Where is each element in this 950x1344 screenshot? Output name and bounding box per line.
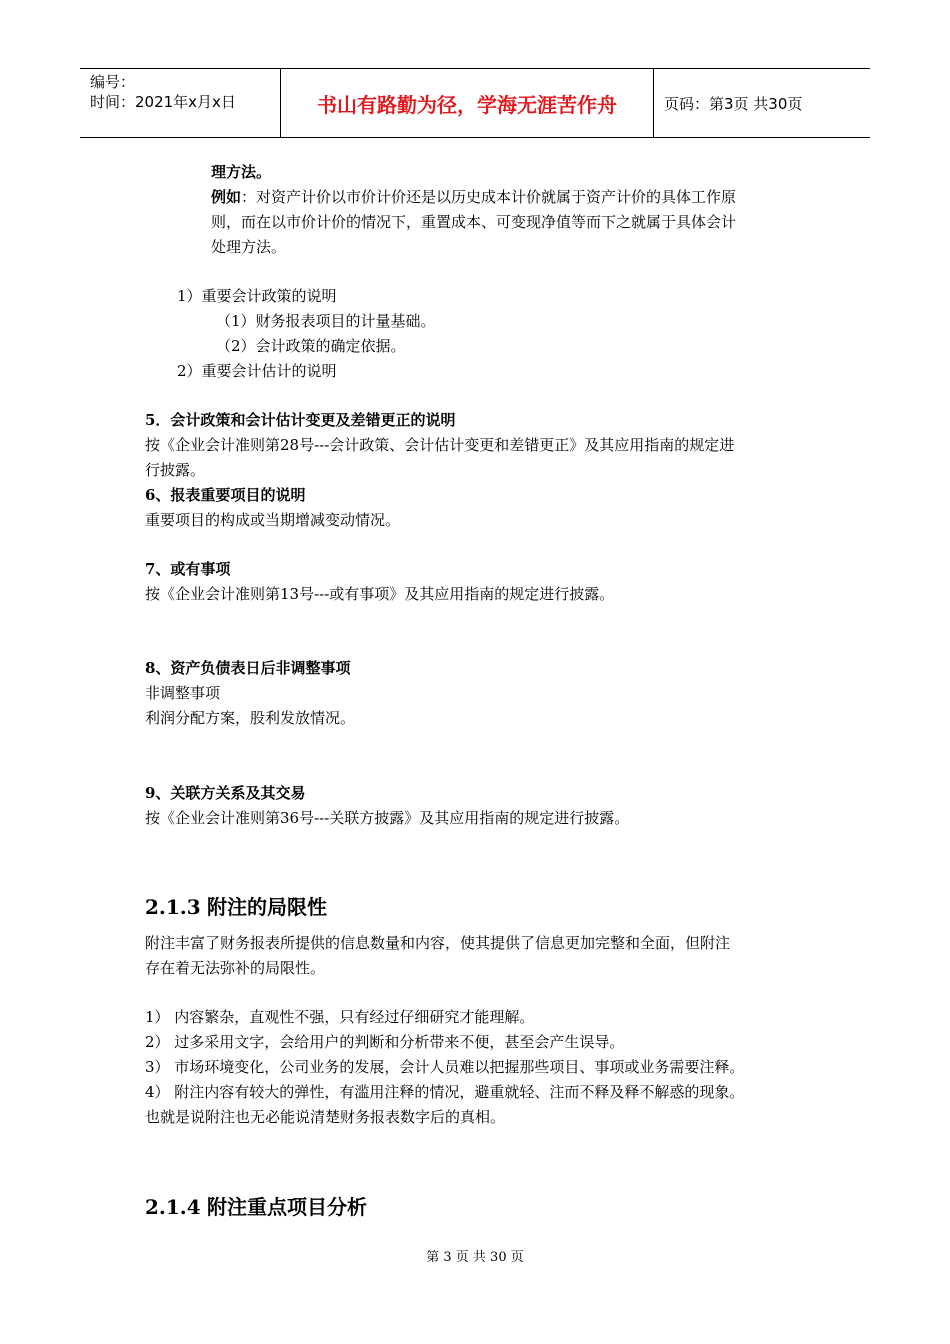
number-label: 编号： — [90, 73, 136, 91]
paragraph: 附注丰富了财务报表所提供的信息数量和内容，使其提供了信息更加完整和全面，但附注 — [145, 934, 731, 952]
example-line-2: 则，而在以市价计价的情况下，重置成本、可变现净值等而下之就属于具体会计 — [211, 213, 737, 231]
list-item: 2）重要会计估计的说明 — [177, 362, 337, 380]
section-9-text: 按《企业会计准则第36号---关联方披露》及其应用指南的规定进行披露。 — [145, 809, 630, 827]
list-item: 4） 附注内容有较大的弹性，有滥用注释的情况，避重就轻、注而不释及释不解惑的现象。 — [145, 1083, 745, 1101]
section-6-title: 6、报表重要项目的说明 — [145, 486, 306, 504]
header-motto: 书山有路勤为径，学海无涯苦作舟 — [281, 69, 654, 137]
paragraph: 存在着无法弥补的局限性。 — [145, 959, 326, 977]
section-5-title: 5．会计政策和会计估计变更及差错更正的说明 — [145, 411, 456, 429]
section-5-text: 行披露。 — [145, 461, 206, 479]
section-7-title: 7、或有事项 — [145, 560, 231, 578]
example-lead: 例如 — [211, 188, 242, 206]
header-meta — [80, 69, 281, 137]
page-footer: 第 3 页 共 30 页 — [426, 1250, 524, 1265]
section-8-text: 非调整事项 — [145, 684, 221, 702]
header-page-info: 页码：第3页 共30页 — [664, 94, 803, 113]
section-9-title: 9、关联方关系及其交易 — [145, 784, 306, 802]
list-item: 1）重要会计政策的说明 — [177, 287, 337, 305]
example-line-1: 例如：对资产计价以市价计价还是以历史成本计价就属于资产计价的具体工作原 — [211, 188, 737, 206]
heading-2-1-4: 2.1.4 附注重点项目分析 — [145, 1195, 367, 1219]
section-7-text: 按《企业会计准则第13号---或有事项》及其应用指南的规定进行披露。 — [145, 585, 615, 603]
section-8-text: 利润分配方案，股利发放情况。 — [145, 709, 356, 727]
list-item: （1）财务报表项目的计量基础。 — [216, 312, 436, 330]
time-label: 时间：2021年x月x日 — [90, 93, 236, 111]
section-5-text: 按《企业会计准则第28号---会计政策、会计估计变更和差错更正》及其应用指南的规定进 — [145, 436, 735, 454]
paragraph: 也就是说附注也无必能说清楚财务报表数字后的真相。 — [145, 1108, 506, 1126]
paragraph-continuation: 理方法。 — [211, 163, 272, 181]
example-line-3: 处理方法。 — [211, 238, 287, 256]
section-6-text: 重要项目的构成或当期增减变动情况。 — [145, 511, 401, 529]
heading-2-1-3: 2.1.3 附注的局限性 — [145, 895, 327, 919]
list-item: （2）会计政策的确定依据。 — [216, 337, 406, 355]
list-item: 1） 内容繁杂，直观性不强，只有经过仔细研究才能理解。 — [145, 1008, 535, 1026]
list-item: 2） 过多采用文字，会给用户的判断和分析带来不便，甚至会产生误导。 — [145, 1033, 625, 1051]
section-8-title: 8、资产负债表日后非调整事项 — [145, 659, 351, 677]
list-item: 3） 市场环境变化，公司业务的发展，会计人员难以把握那些项目、事项或业务需要注释。 — [145, 1058, 745, 1076]
page-header — [80, 68, 870, 138]
